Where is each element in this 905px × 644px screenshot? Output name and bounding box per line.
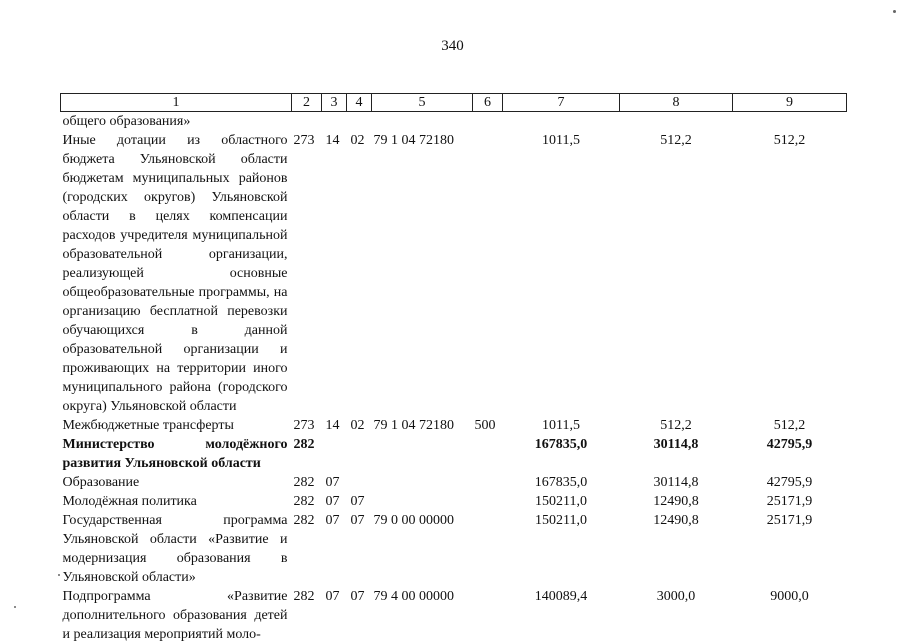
row-value-9: 512,2 [773,133,806,148]
row-expense-type: 500 [474,418,496,433]
row-expense-type [473,587,503,644]
row-subsection: 02 [350,133,365,148]
row-value-7: 1011,5 [542,418,580,433]
row-subsection [347,473,372,492]
row-name: Образование [62,475,140,490]
header-cell-3: 3 [322,94,347,112]
row-value-9: 25171,9 [766,494,813,509]
table-row [61,416,847,435]
row-value-9: 9000,0 [770,589,809,604]
page-number: 340 [441,38,464,54]
row-section: 07 [325,494,340,509]
row-section: 14 [325,418,340,433]
row-value-7: 150211,0 [535,494,587,509]
row-ministry: 282 [293,589,315,604]
header-cell-6: 6 [473,94,503,112]
row-value-8: 512,2 [660,133,692,148]
row-subsection: 07 [350,513,365,528]
header-cell-9: 9 [733,94,847,112]
row-name: Подпрограмма «Развитие дополнительного образования детей и реализация мероприятий моло- [62,589,288,642]
row-name: Иные дотации из областного бюджета Ульяновской области бюджетам муниципальных районов (городских округов) Ульяновской области в целях компенсации расходов учредителя муниципальной образовательной организации, реализующей основные общеобразовательные программы, на организацию бесплатной перевозки обучающихся в данной образовательной организации и проживающих на территории иного муниципального района (городского округа) Ульяновской области [62,133,288,414]
lead-text: общего образования» [62,114,191,129]
scan-speck [893,10,896,13]
table-row [61,511,847,587]
row-name: Государственная программа Ульяновской области «Развитие и модернизация образования в Ульяновской области» [62,513,288,585]
row-section: 07 [325,589,340,604]
row-value-7: 150211,0 [535,513,587,528]
row-value-8: 30114,8 [653,475,699,490]
row-subsection: 07 [350,589,365,604]
row-value-9: 512,2 [773,418,806,433]
row-value-9: 42795,9 [766,437,813,452]
header-cell-1: 1 [61,94,292,112]
row-value-7: 167835,0 [534,437,588,452]
row-target: 79 1 04 72180 [373,418,454,433]
row-target: 79 0 00 00000 [373,513,454,528]
header-cell-8: 8 [620,94,733,112]
row-ministry: 273 [293,133,315,148]
header-cell-4: 4 [347,94,372,112]
table-row [61,131,847,416]
row-name: Молодёжная политика [62,494,197,509]
row-ministry: 282 [293,494,315,509]
table-row [61,473,847,492]
lead-row [61,112,847,132]
row-value-9: 25171,9 [766,513,813,528]
header-cell-7: 7 [503,94,620,112]
row-target: 79 4 00 00000 [373,589,454,604]
scan-speck [14,606,16,608]
row-target: 79 1 04 72180 [373,133,454,148]
header-cell-5: 5 [372,94,473,112]
row-value-8: 12490,8 [653,494,699,509]
row-ministry: 282 [293,437,315,452]
row-expense-type [473,511,503,587]
row-target [372,435,473,473]
row-ministry: 282 [293,513,315,528]
row-value-9: 42795,9 [766,475,813,490]
row-value-8: 3000,0 [656,589,696,604]
row-value-8: 30114,8 [653,437,699,452]
row-section: 07 [325,513,340,528]
row-value-7: 167835,0 [534,475,588,490]
row-ministry: 282 [293,475,315,490]
header-cell-2: 2 [292,94,322,112]
row-target [372,492,473,511]
row-section: 07 [325,475,340,490]
table-row [61,587,847,644]
row-expense-type [473,435,503,473]
table-row [61,492,847,511]
row-value-8: 512,2 [660,418,692,433]
row-section: 14 [325,133,340,148]
table-row-ministry-total [61,435,847,473]
budget-table-sheet [60,93,846,644]
budget-table [60,93,847,644]
row-subsection [347,435,372,473]
row-expense-type [473,492,503,511]
row-value-7: 140089,4 [534,589,588,604]
row-section [322,435,347,473]
row-subsection: 07 [350,494,365,509]
row-value-8: 12490,8 [653,513,699,528]
scan-speck [58,574,60,576]
row-name: Министерство молодёжного развития Ульяновской области [62,437,288,471]
row-value-7: 1011,5 [542,133,580,148]
row-target [372,473,473,492]
header-row [61,94,847,112]
row-subsection: 02 [350,418,365,433]
row-name: Межбюджетные трансферты [62,418,234,433]
row-expense-type [473,131,503,416]
row-expense-type [473,473,503,492]
row-ministry: 273 [293,418,315,433]
